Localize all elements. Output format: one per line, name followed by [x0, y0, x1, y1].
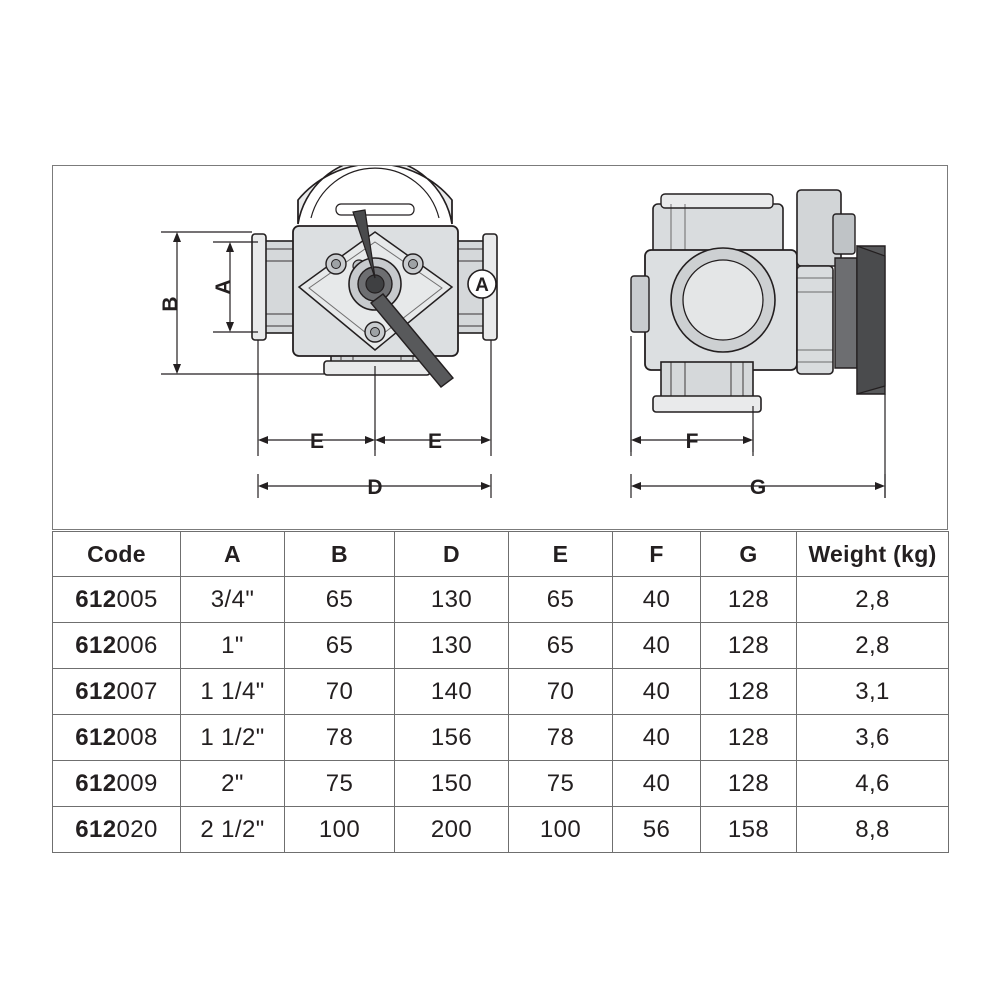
technical-drawing-panel [52, 165, 948, 530]
cell-d: 200 [395, 807, 509, 853]
cell-e: 65 [509, 577, 613, 623]
cell-g: 128 [701, 761, 797, 807]
cell-a: 2 1/2" [181, 807, 285, 853]
cell-f: 40 [613, 761, 701, 807]
code-prefix: 612 [75, 631, 117, 659]
cell-b: 65 [285, 577, 395, 623]
code-prefix: 612 [75, 677, 117, 705]
cell-code [53, 715, 181, 761]
column-header-a: A [181, 532, 285, 577]
table-row [53, 577, 949, 623]
code-prefix: 612 [75, 769, 117, 797]
cell-weight: 4,6 [797, 761, 949, 807]
cell-f: 40 [613, 623, 701, 669]
table-row [53, 761, 949, 807]
dimension-label-g: G [749, 476, 767, 499]
dimension-label-e-left: E [309, 430, 325, 453]
cell-e: 100 [509, 807, 613, 853]
cell-b: 75 [285, 761, 395, 807]
cell-weight: 3,1 [797, 669, 949, 715]
cell-a: 1" [181, 623, 285, 669]
dimension-label-f: F [685, 430, 699, 453]
column-header-code: Code [53, 532, 181, 577]
cell-e: 65 [509, 623, 613, 669]
cell-e: 75 [509, 761, 613, 807]
code-suffix: 008 [116, 723, 158, 751]
cell-code [53, 577, 181, 623]
column-header-b: B [285, 532, 395, 577]
code-prefix: 612 [75, 815, 117, 843]
table-row [53, 669, 949, 715]
valve-body-left-view [252, 166, 497, 387]
code-prefix: 612 [75, 585, 117, 613]
cell-g: 158 [701, 807, 797, 853]
cell-g: 128 [701, 623, 797, 669]
code-suffix: 020 [116, 815, 158, 843]
cell-d: 130 [395, 623, 509, 669]
code-suffix: 005 [116, 585, 158, 613]
cell-f: 56 [613, 807, 701, 853]
code-suffix: 006 [116, 631, 158, 659]
cell-b: 100 [285, 807, 395, 853]
cell-e: 78 [509, 715, 613, 761]
table-header-row [53, 532, 949, 577]
drawing-svg [53, 166, 947, 529]
cell-g: 128 [701, 577, 797, 623]
cell-weight: 2,8 [797, 577, 949, 623]
cell-code [53, 669, 181, 715]
column-header-g: G [701, 532, 797, 577]
cell-b: 78 [285, 715, 395, 761]
cell-e: 70 [509, 669, 613, 715]
cell-code [53, 761, 181, 807]
code-suffix: 009 [116, 769, 158, 797]
column-header-weight: Weight (kg) [797, 532, 949, 577]
cell-g: 128 [701, 669, 797, 715]
dimension-label-d: D [367, 476, 383, 499]
cell-code [53, 807, 181, 853]
table-row [53, 807, 949, 853]
cell-a: 2" [181, 761, 285, 807]
specification-table [52, 531, 949, 853]
cell-f: 40 [613, 577, 701, 623]
left-view-group [159, 166, 497, 499]
cell-b: 65 [285, 623, 395, 669]
balloon-label-a: A [475, 275, 489, 296]
right-view-group [631, 190, 885, 499]
cell-a: 1 1/2" [181, 715, 285, 761]
column-header-d: D [395, 532, 509, 577]
cell-f: 40 [613, 669, 701, 715]
cell-weight: 8,8 [797, 807, 949, 853]
cell-b: 70 [285, 669, 395, 715]
cell-weight: 2,8 [797, 623, 949, 669]
cell-d: 130 [395, 577, 509, 623]
dimension-label-b: B [159, 296, 182, 312]
column-header-f: F [613, 532, 701, 577]
table-row [53, 623, 949, 669]
cell-d: 150 [395, 761, 509, 807]
column-header-e: E [509, 532, 613, 577]
dimension-label-a: A [212, 279, 235, 295]
cell-d: 140 [395, 669, 509, 715]
cell-a: 1 1/4" [181, 669, 285, 715]
dimension-label-e-right: E [427, 430, 443, 453]
code-prefix: 612 [75, 723, 117, 751]
cell-d: 156 [395, 715, 509, 761]
code-suffix: 007 [116, 677, 158, 705]
cell-f: 40 [613, 715, 701, 761]
cell-g: 128 [701, 715, 797, 761]
table-row [53, 715, 949, 761]
cell-a: 3/4" [181, 577, 285, 623]
cell-weight: 3,6 [797, 715, 949, 761]
cell-code [53, 623, 181, 669]
